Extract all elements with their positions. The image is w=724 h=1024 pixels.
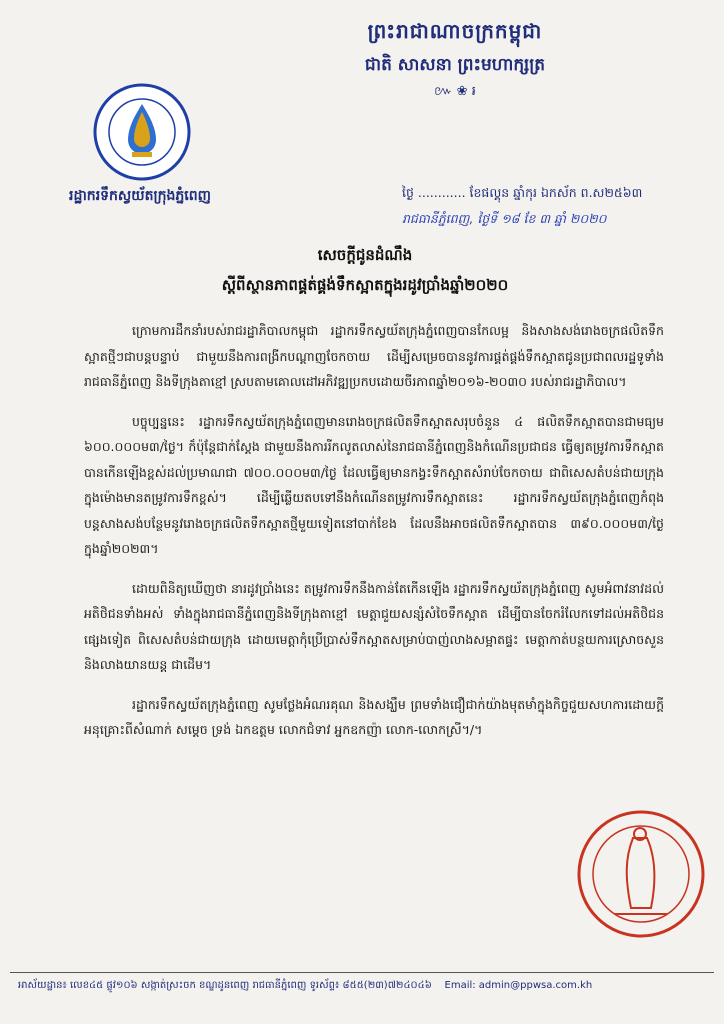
footer-divider xyxy=(10,972,714,973)
document-title xyxy=(120,246,610,298)
kingdom-title: ព្រះរាជាណាចក្រកម្ពុជា xyxy=(367,19,543,43)
title-subject: ស្តីពីស្ថានភាពផ្គត់ផ្គង់ទឹកស្អាតក្នុងរដូវប្រាំងឆ្នាំ២០២០ xyxy=(221,276,509,294)
official-stamp xyxy=(575,808,707,940)
header-ornament: ៚ ❀ ៛ xyxy=(434,84,476,99)
footer-address: អាស័យដ្ឋាន៖ លេខ៤៥ ផ្លូវ១០៦ សង្កាត់ស្រះចក ខណ្ឌដូនពេញ រាជធានីភ្នំពេញ ទូរស័ព្ទ៖ ៨៥៥(២៣)៧២៤០៤៦ xyxy=(18,980,432,991)
body-text xyxy=(84,318,664,757)
ppwsa-logo xyxy=(92,82,192,182)
dateline xyxy=(402,180,702,232)
paragraph-4: រដ្ឋាករទឹកស្វយ័តក្រុងភ្នំពេញ សូមថ្លែងអំណរគុណ និងសង្ឃឹម ព្រមទាំងជឿជាក់យ៉ាងមុតមាំក្នុងកិច្ចជួយសហការដោយក្តីអនុគ្រោះពីសំណាក់ សម្តេច ទ្រង់ ឯកឧត្តម លោកជំទាវ អ្នកឧកញ៉ា លោក-លោកស្រី។/។ xyxy=(84,696,664,737)
lunar-date-line: ថ្ងៃ ............ ខែផល្គុន ឆ្នាំកុរ ឯកស័ក ព.ស២៥៦៣ xyxy=(402,185,643,200)
footer-email[interactable]: Email: admin@ppwsa.com.kh xyxy=(444,980,593,991)
gregorian-date-line: រាជធានីភ្នំពេញ, ថ្ងៃទី ១៨ ខែ ៣ ឆ្នាំ ២០២០ xyxy=(402,211,607,226)
kingdom-header xyxy=(330,18,580,102)
organization-name: រដ្ឋាករទឹកស្វយ័តក្រុងភ្នំពេញ xyxy=(69,188,211,204)
paragraph-1: ក្រោមការដឹកនាំរបស់រាជរដ្ឋាភិបាលកម្ពុជា រដ្ឋាករទឹកស្វយ័តក្រុងភ្នំពេញបានកែលម្អ និងសាងសង់រោងចក្រផលិតទឹកស្អាតថ្មីៗជាបន្តបន្ទាប់ ជាមួយនឹងការពង្រីកបណ្តាញចែកចាយ ដើម្បីសម្រេចបាននូវការផ្គត់ផ្គង់ទឹកស្អាតជូនប្រជាពលរដ្ឋទូទាំងរាជធានីភ្នំពេញ និងទីក្រុងតាខ្មៅ ស្របតាមគោលដៅអភិវឌ្ឍប្រកបដោយចីរភាពឆ្នាំ២០១៦-២០៣០ របស់រាជរដ្ឋាភិបាល។ xyxy=(84,323,664,389)
footer xyxy=(18,978,708,993)
title-notice: សេចក្តីជូនដំណឹង xyxy=(317,246,413,264)
paragraph-2: បច្ចុប្បន្ននេះ រដ្ឋាករទឹកស្វយ័តក្រុងភ្នំពេញមានរោងចក្រផលិតទឹកស្អាតសរុបចំនួន ៤ ផលិតទឹកស្អាតបានជាមធ្យម ៦០០.០០០ម៣/ថ្ងៃ។ ក៏ប៉ុន្តែជាក់ស្តែង ជាមួយនឹងការរីកលូតលាស់នៃរាជធានីភ្នំពេញនិងកំណើនប្រជាជន ធ្វើឲ្យតម្រូវការទឹកស្អាតបានកើនឡើងខ្ពស់ដល់ប្រមាណជា ៧០០.០០០ម៣/ថ្ងៃ ដែលធ្វើឲ្យមានកង្វះទឹកស្អាតសំរាប់ចែកចាយ ជាពិសេសតំបន់ជាយក្រុងក្នុងម៉ោងមានតម្រូវការទឹកខ្ពស់។ ដើម្បីឆ្លើយតបទៅនឹងកំណើនតម្រូវការទឹកស្អាតនេះ រដ្ឋាករទឹកស្វយ័តក្រុងភ្នំពេញកំពុងបន្តសាងសង់បន្ថែមនូវរោងចក្រផលិតទឹកស្អាតថ្មីមួយទៀតនៅបាក់ខែង ដែលនឹងអាចផលិតទឹកស្អាតបាន ៣៩០.០០០ម៣/ថ្ងៃ ក្នុងឆ្នាំ២០២៣។ xyxy=(84,413,664,556)
national-motto: ជាតិ សាសនា ព្រះមហាក្សត្រ xyxy=(364,55,546,75)
paragraph-3: ដោយពិនិត្យឃើញថា នារដូវប្រាំងនេះ តម្រូវការទឹកនឹងកាន់តែកើនឡើង រដ្ឋាករទឹកស្វយ័តក្រុងភ្នំពេញ សូមអំពាវនាវដល់អតិថិជនទាំងអស់ ទាំងក្នុងរាជធានីភ្នំពេញនិងទីក្រុងតាខ្មៅ មេត្តាជួយសន្សំសំចៃទឹកស្អាត ដើម្បីបានចែករំលែកទៅដល់អតិថិជនផ្សេងទៀត ពិសេសតំបន់ជាយក្រុង ដោយមេត្តាកុំប្រើប្រាស់ទឹកស្អាតសម្រាប់បាញ់លាងសម្អាតផ្ទះ មេត្តាកាត់បន្ថយការស្រោចសួននិងលាងយានយន្ត ជាដើម។ xyxy=(84,580,664,672)
